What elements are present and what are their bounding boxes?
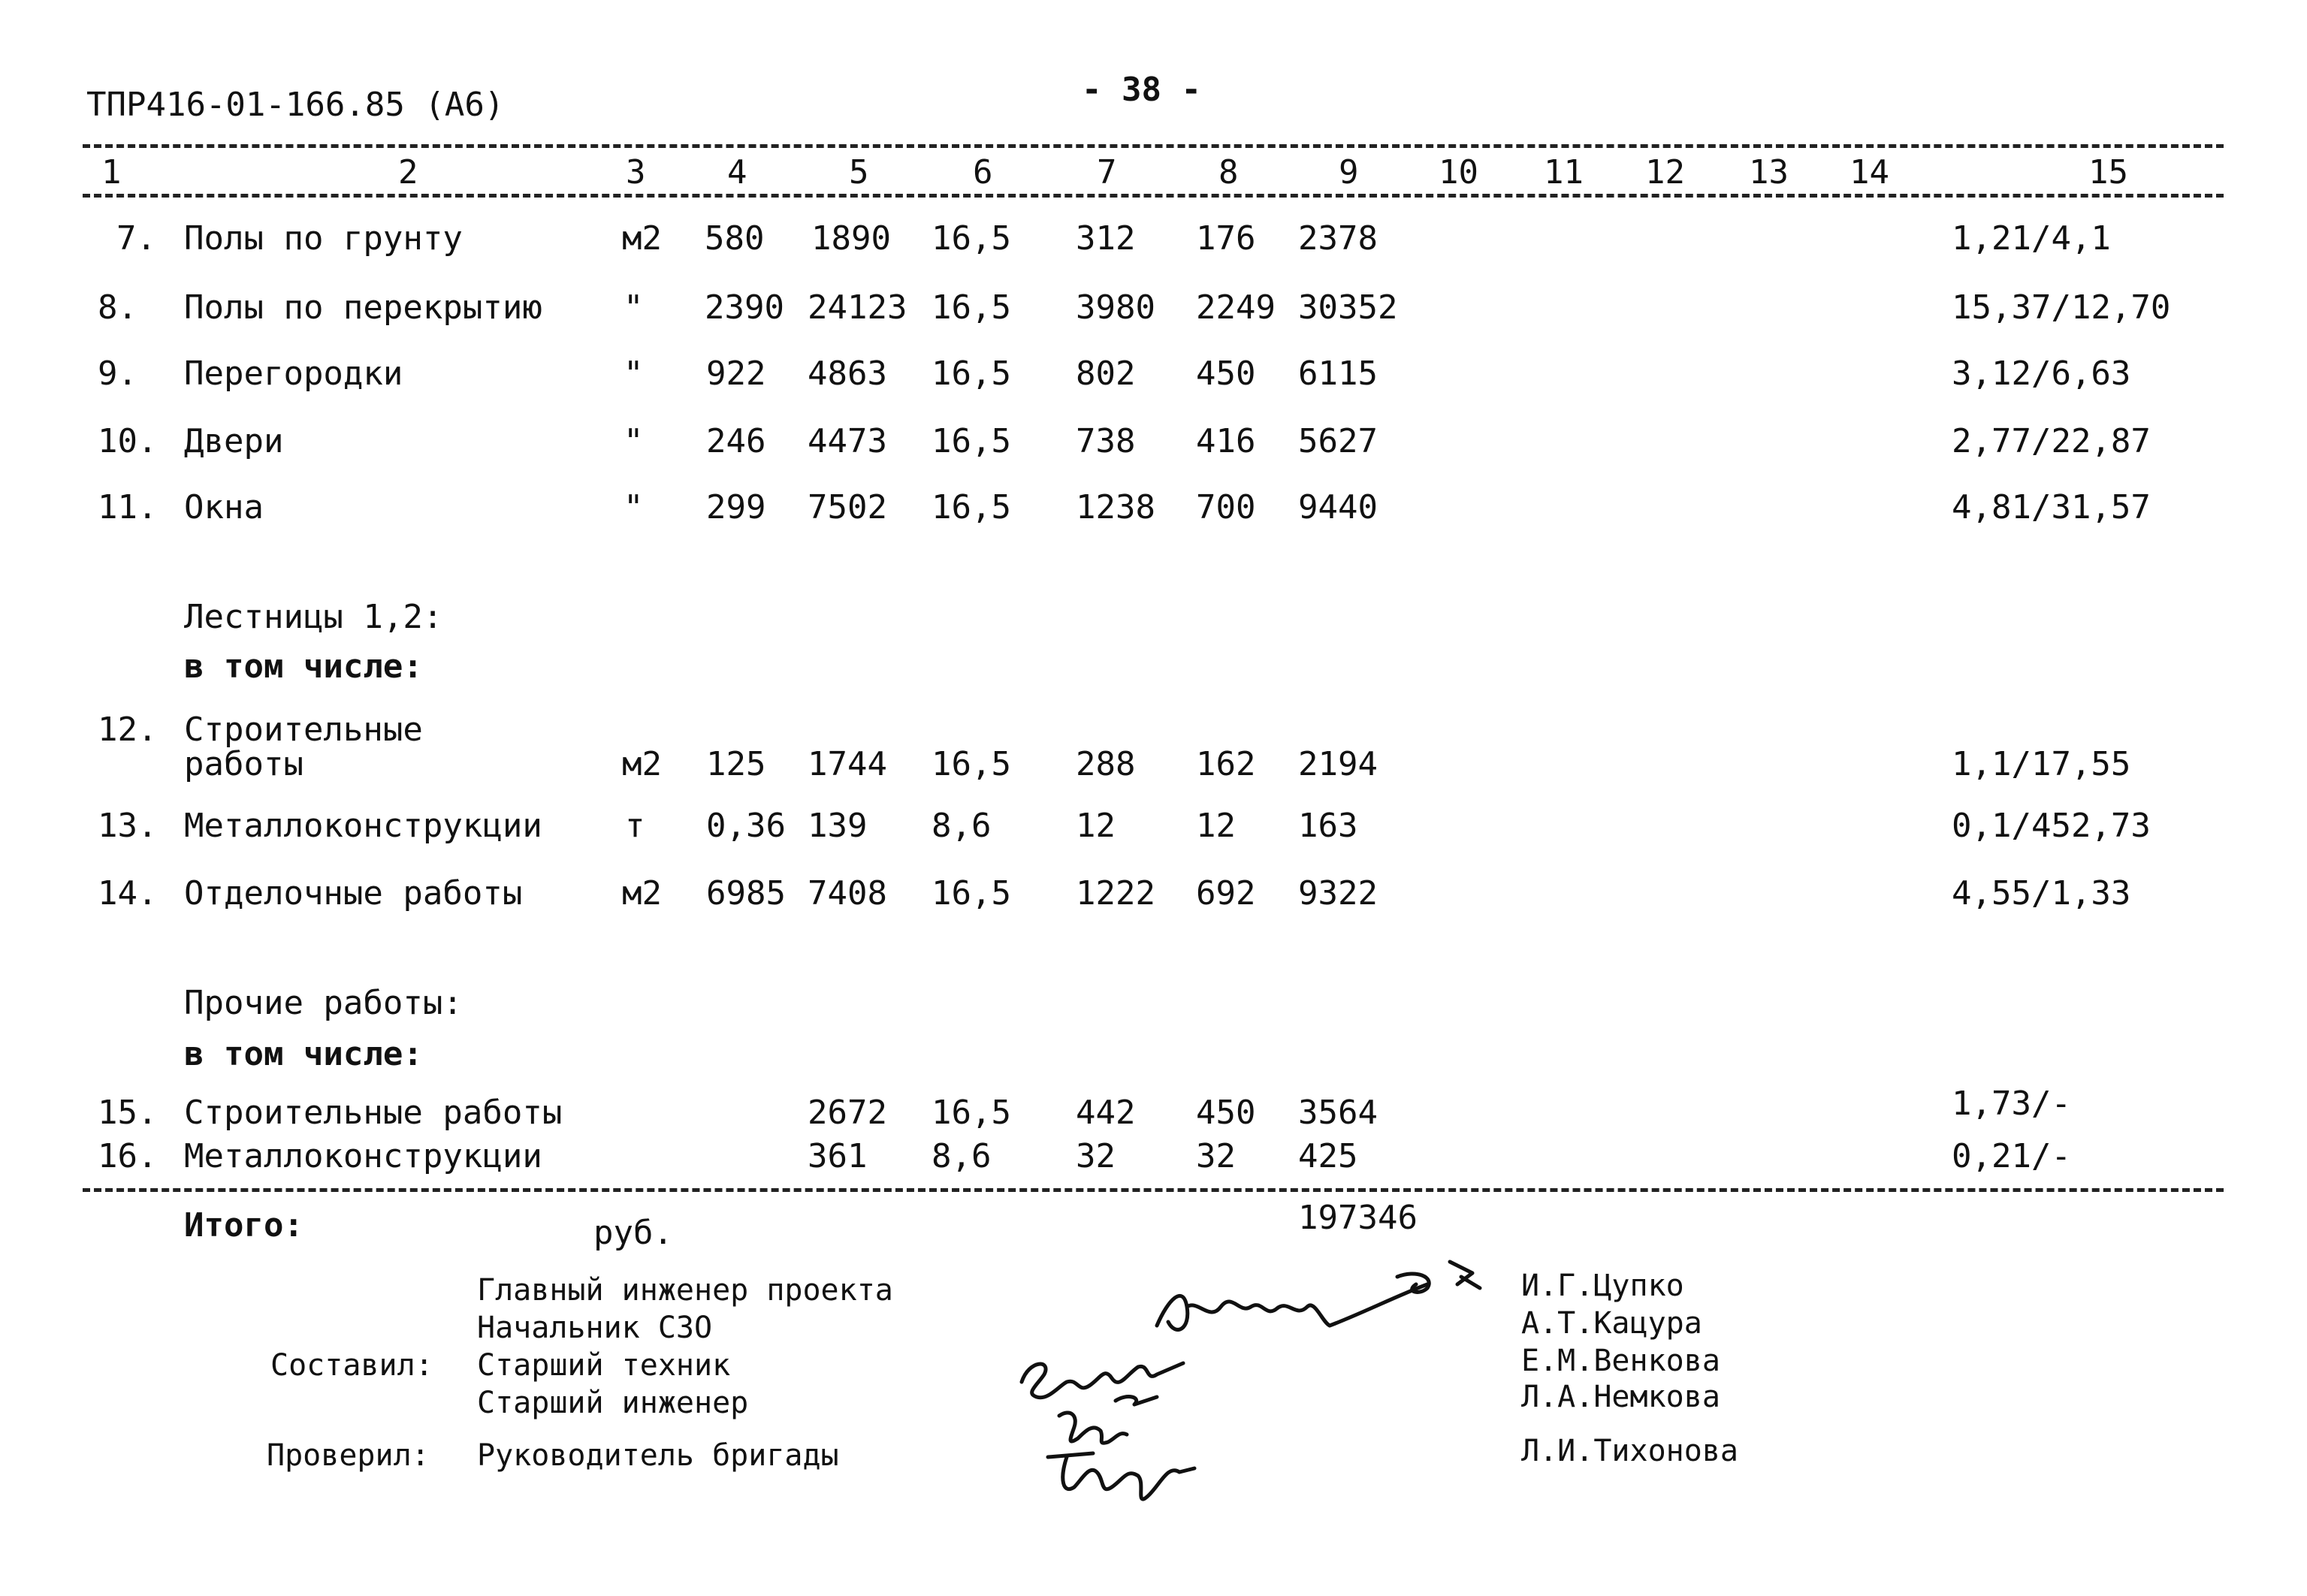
cell-col7: 32 bbox=[1076, 1137, 1116, 1175]
cell-col5: 7408 bbox=[808, 874, 887, 913]
name-tikhonova: Л.И.Тихонова bbox=[1521, 1434, 1738, 1468]
total-unit: руб. bbox=[593, 1214, 673, 1252]
row-number: 8. bbox=[98, 288, 137, 327]
row-number: 9. bbox=[98, 354, 137, 393]
cell-col7: 3980 bbox=[1076, 288, 1155, 327]
row-number: 16. bbox=[98, 1137, 158, 1175]
document-code: ТПР416-01-166.85 (А6) bbox=[86, 86, 505, 124]
cell-col6: 8,6 bbox=[932, 807, 992, 845]
cell-col15: 1,73/- bbox=[1952, 1085, 2071, 1123]
col-header: 5 bbox=[849, 153, 869, 192]
row-name: Двери bbox=[184, 422, 284, 460]
row-name: Полы по перекрытию bbox=[184, 288, 542, 327]
name-tsupko: И.Г.Цупко bbox=[1521, 1269, 1684, 1303]
row-name: Строительные работы bbox=[184, 1094, 563, 1132]
cell-col9: 30352 bbox=[1298, 288, 1398, 327]
cell-col8: 450 bbox=[1196, 1094, 1256, 1132]
row-name-continuation: работы bbox=[184, 745, 303, 783]
section-title-other: Прочие работы: bbox=[184, 984, 463, 1022]
col-header: 12 bbox=[1645, 153, 1685, 192]
cell-col6: 16,5 bbox=[932, 874, 1011, 913]
section-subtitle: в том числе: bbox=[184, 1035, 423, 1073]
position-team-leader: Руководитель бригады bbox=[477, 1438, 839, 1473]
cell-col5: 4473 bbox=[808, 422, 887, 460]
cell-col5: 7502 bbox=[808, 488, 887, 526]
row-unit: м2 bbox=[622, 219, 662, 258]
cell-col9: 9440 bbox=[1298, 488, 1378, 526]
row-name: Отделочные работы bbox=[184, 874, 523, 913]
row-name: Полы по грунту bbox=[184, 219, 463, 258]
cell-col4: 580 bbox=[705, 219, 765, 258]
name-katsura: А.Т.Кацура bbox=[1521, 1306, 1702, 1341]
row-number: 15. bbox=[98, 1094, 158, 1132]
cell-col15: 1,21/4,1 bbox=[1952, 219, 2111, 258]
position-chief-engineer: Главный инженер проекта bbox=[477, 1273, 893, 1308]
cell-col6: 16,5 bbox=[932, 488, 1011, 526]
row-unit: " bbox=[624, 422, 644, 460]
row-unit: " bbox=[624, 288, 644, 327]
cell-col8: 2249 bbox=[1196, 288, 1276, 327]
cell-col6: 16,5 bbox=[932, 354, 1011, 393]
row-name: Металлоконструкции bbox=[184, 807, 542, 845]
row-unit: т bbox=[625, 807, 645, 845]
cell-col8: 12 bbox=[1196, 807, 1236, 845]
row-unit: м2 bbox=[622, 874, 662, 913]
cell-col7: 738 bbox=[1076, 422, 1136, 460]
row-name: Строительные bbox=[184, 711, 423, 749]
total-label: Итого: bbox=[184, 1206, 303, 1245]
col-header: 8 bbox=[1218, 153, 1239, 192]
cell-col6: 16,5 bbox=[932, 422, 1011, 460]
cell-col4: 6985 bbox=[706, 874, 786, 913]
cell-col6: 8,6 bbox=[932, 1137, 992, 1175]
row-number: 7. bbox=[116, 219, 156, 258]
cell-col7: 288 bbox=[1076, 745, 1136, 783]
cell-col9: 2194 bbox=[1298, 745, 1378, 783]
cell-col8: 32 bbox=[1196, 1137, 1236, 1175]
col-header: 13 bbox=[1749, 153, 1789, 192]
row-unit: м2 bbox=[622, 745, 662, 783]
cell-col15: 4,81/31,57 bbox=[1952, 488, 2151, 526]
col-header: 6 bbox=[973, 153, 993, 192]
cell-col4: 922 bbox=[706, 354, 766, 393]
cell-col15: 3,12/6,63 bbox=[1952, 354, 2131, 393]
col-header: 2 bbox=[398, 153, 418, 192]
cell-col8: 692 bbox=[1196, 874, 1256, 913]
cell-col5: 1890 bbox=[811, 219, 891, 258]
cell-col7: 1222 bbox=[1076, 874, 1155, 913]
row-unit: " bbox=[624, 488, 644, 526]
row-number: 13. bbox=[98, 807, 158, 845]
cell-col4: 0,36 bbox=[706, 807, 786, 845]
row-name: Металлоконструкции bbox=[184, 1137, 542, 1175]
cell-col4: 246 bbox=[706, 422, 766, 460]
cell-col15: 1,1/17,55 bbox=[1952, 745, 2131, 783]
cell-col9: 6115 bbox=[1298, 354, 1378, 393]
cell-col6: 16,5 bbox=[932, 288, 1011, 327]
cell-col5: 139 bbox=[808, 807, 868, 845]
row-unit: " bbox=[624, 354, 644, 393]
page-number: - 38 - bbox=[1082, 71, 1201, 109]
row-number: 12. bbox=[98, 711, 158, 749]
cell-col4: 299 bbox=[706, 488, 766, 526]
cell-col8: 162 bbox=[1196, 745, 1256, 783]
row-number: 14. bbox=[98, 874, 158, 913]
cell-col4: 2390 bbox=[705, 288, 784, 327]
cell-col8: 416 bbox=[1196, 422, 1256, 460]
cell-col9: 5627 bbox=[1298, 422, 1378, 460]
cell-col6: 16,5 bbox=[932, 745, 1011, 783]
cell-col4: 125 bbox=[706, 745, 766, 783]
cell-col9: 2378 bbox=[1298, 219, 1378, 258]
cell-col9: 425 bbox=[1298, 1137, 1358, 1175]
cell-col5: 361 bbox=[808, 1137, 868, 1175]
position-senior-technician: Старший техник bbox=[477, 1348, 731, 1383]
row-name: Перегородки bbox=[184, 354, 403, 393]
handwritten-signatures bbox=[1007, 1254, 1502, 1555]
col-header: 11 bbox=[1544, 153, 1584, 192]
cell-col7: 442 bbox=[1076, 1094, 1136, 1132]
table-bottom-rule bbox=[83, 1188, 2224, 1192]
cell-col5: 2672 bbox=[808, 1094, 887, 1132]
position-head-szo: Начальник СЗО bbox=[477, 1311, 713, 1345]
header-bottom-rule bbox=[83, 194, 2224, 198]
cell-col15: 0,1/452,73 bbox=[1952, 807, 2151, 845]
cell-col7: 802 bbox=[1076, 354, 1136, 393]
cell-col5: 24123 bbox=[808, 288, 907, 327]
col-header: 4 bbox=[727, 153, 747, 192]
cell-col15: 2,77/22,87 bbox=[1952, 422, 2151, 460]
cell-col9: 9322 bbox=[1298, 874, 1378, 913]
cell-col5: 1744 bbox=[808, 745, 887, 783]
cell-col15: 4,55/1,33 bbox=[1952, 874, 2131, 913]
col-header: 1 bbox=[101, 153, 122, 192]
col-header: 3 bbox=[626, 153, 646, 192]
checked-by-label: Проверил: bbox=[267, 1438, 430, 1473]
cell-col7: 12 bbox=[1076, 807, 1116, 845]
section-subtitle: в том числе: bbox=[184, 647, 423, 686]
cell-col6: 16,5 bbox=[932, 1094, 1011, 1132]
name-venkova: Е.М.Венкова bbox=[1521, 1344, 1720, 1378]
col-header: 9 bbox=[1339, 153, 1359, 192]
header-top-rule bbox=[83, 144, 2224, 148]
cell-col8: 176 bbox=[1196, 219, 1256, 258]
section-title-stairs: Лестницы 1,2: bbox=[184, 598, 443, 636]
row-number: 10. bbox=[98, 422, 158, 460]
position-senior-engineer: Старший инженер bbox=[477, 1386, 749, 1420]
cell-col8: 450 bbox=[1196, 354, 1256, 393]
col-header: 10 bbox=[1439, 153, 1478, 192]
cell-col5: 4863 bbox=[808, 354, 887, 393]
cell-col6: 16,5 bbox=[932, 219, 1011, 258]
col-header: 15 bbox=[2088, 153, 2128, 192]
cell-col7: 1238 bbox=[1076, 488, 1155, 526]
cell-col15: 15,37/12,70 bbox=[1952, 288, 2171, 327]
cell-col8: 700 bbox=[1196, 488, 1256, 526]
cell-col9: 163 bbox=[1298, 807, 1358, 845]
row-number: 11. bbox=[98, 488, 158, 526]
cell-col7: 312 bbox=[1076, 219, 1136, 258]
name-nemkova: Л.А.Немкова bbox=[1521, 1380, 1720, 1414]
col-header: 14 bbox=[1850, 153, 1889, 192]
cell-col15: 0,21/- bbox=[1952, 1137, 2071, 1175]
compiled-by-label: Составил: bbox=[270, 1348, 433, 1383]
total-value: 197346 bbox=[1298, 1199, 1418, 1237]
col-header: 7 bbox=[1097, 153, 1117, 192]
cell-col9: 3564 bbox=[1298, 1094, 1378, 1132]
row-name: Окна bbox=[184, 488, 264, 526]
